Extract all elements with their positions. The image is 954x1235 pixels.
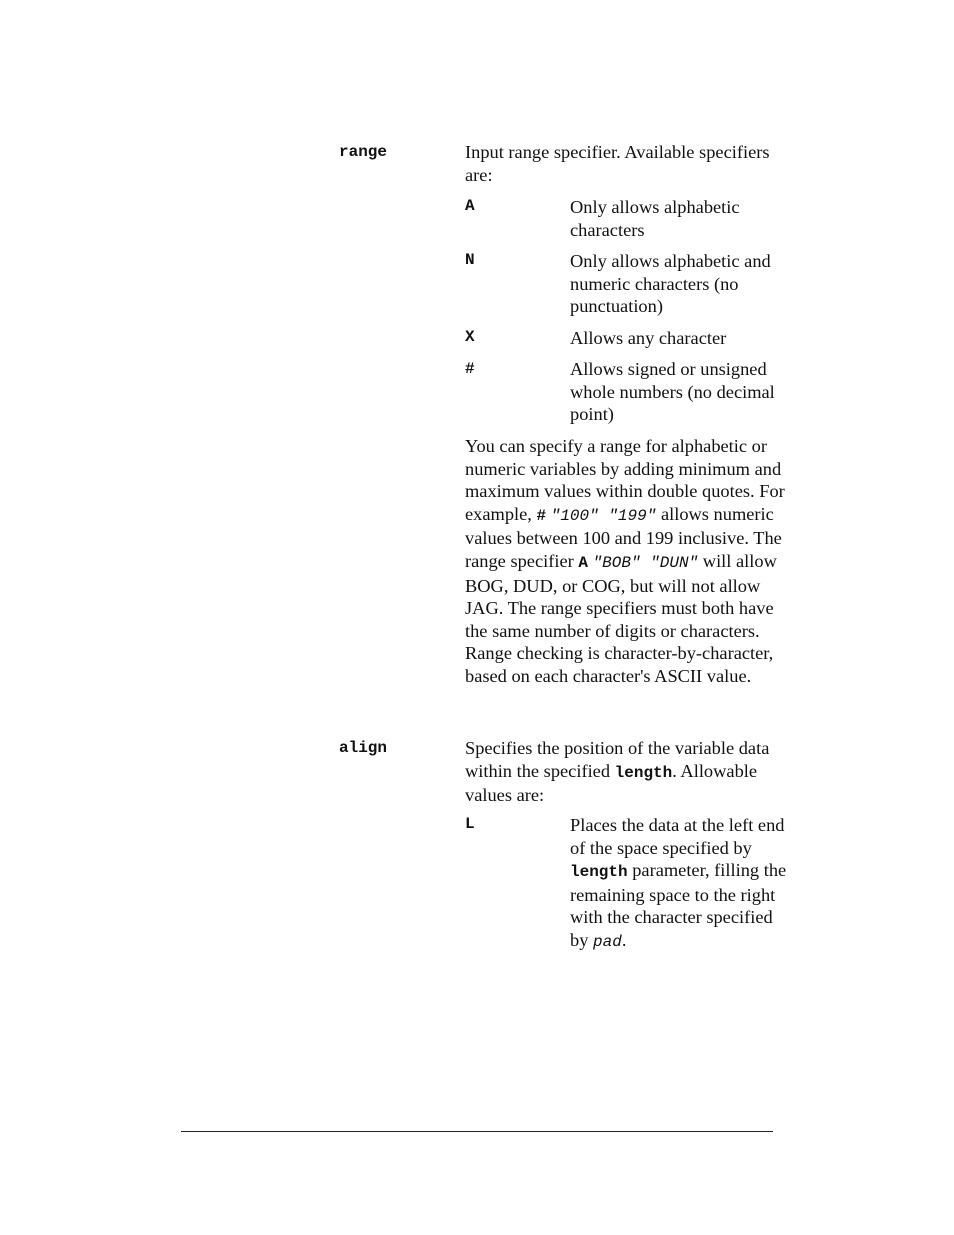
term-align: align	[339, 739, 388, 757]
range-example-args-2: "BOB" "DUN"	[592, 553, 699, 572]
align-value-desc-l	[570, 814, 788, 954]
range-example-code-a: A	[578, 553, 588, 572]
align-value-key-l: L	[465, 815, 475, 833]
range-intro: Input range specifier. Available specifiers are:	[465, 142, 770, 185]
align-intro-text-b: . Allowable values are:	[465, 760, 758, 806]
specifier-desc-x: Allows any character	[570, 328, 727, 348]
align-desc-text-c: .	[621, 929, 627, 950]
specifier-key-hash: #	[465, 360, 475, 378]
align-intro-code-length: length	[614, 763, 673, 782]
range-detail-text-3: will allow BOG, DUD, or COG, but will not allow JAG. The range specifiers must both have the same number of digits or characters. Range checking is character-by-character, based on each character's ASCII value.	[465, 550, 777, 686]
align-intro-text-a: Specifies the position of the variable data within the specified	[465, 738, 770, 781]
specifier-key-n: N	[465, 251, 475, 269]
align-desc-text-b: parameter, filling the remaining space to the right with the character specified by	[570, 860, 787, 950]
specifier-key-x: X	[465, 328, 475, 346]
range-detail-text-2: allows numeric values between 100 and 199 inclusive. The range specifier	[465, 503, 782, 571]
align-desc-code-length: length	[570, 863, 628, 882]
specifier-key-a: A	[465, 197, 475, 215]
range-detail-text-1: You can specify a range for alphabetic or numeric variables by adding minimum and maximum values within double quotes. For example,	[465, 436, 785, 524]
footer-rule	[181, 1131, 773, 1132]
range-example-code-hash: #	[536, 506, 547, 525]
range-detail-paragraph	[465, 435, 787, 688]
specifier-desc-hash: Allows signed or unsigned whole numbers (no decimal point)	[570, 359, 775, 425]
term-range: range	[339, 143, 388, 161]
align-desc-pad: pad	[593, 932, 622, 951]
align-intro	[465, 737, 787, 807]
specifier-desc-n: Only allows alphabetic and numeric characters (no punctuation)	[570, 251, 771, 317]
range-example-args-1: "100" "199"	[550, 506, 657, 525]
specifier-desc-a: Only allows alphabetic characters	[570, 197, 740, 240]
align-desc-text-a: Places the data at the left end of the space specified by	[570, 815, 785, 858]
